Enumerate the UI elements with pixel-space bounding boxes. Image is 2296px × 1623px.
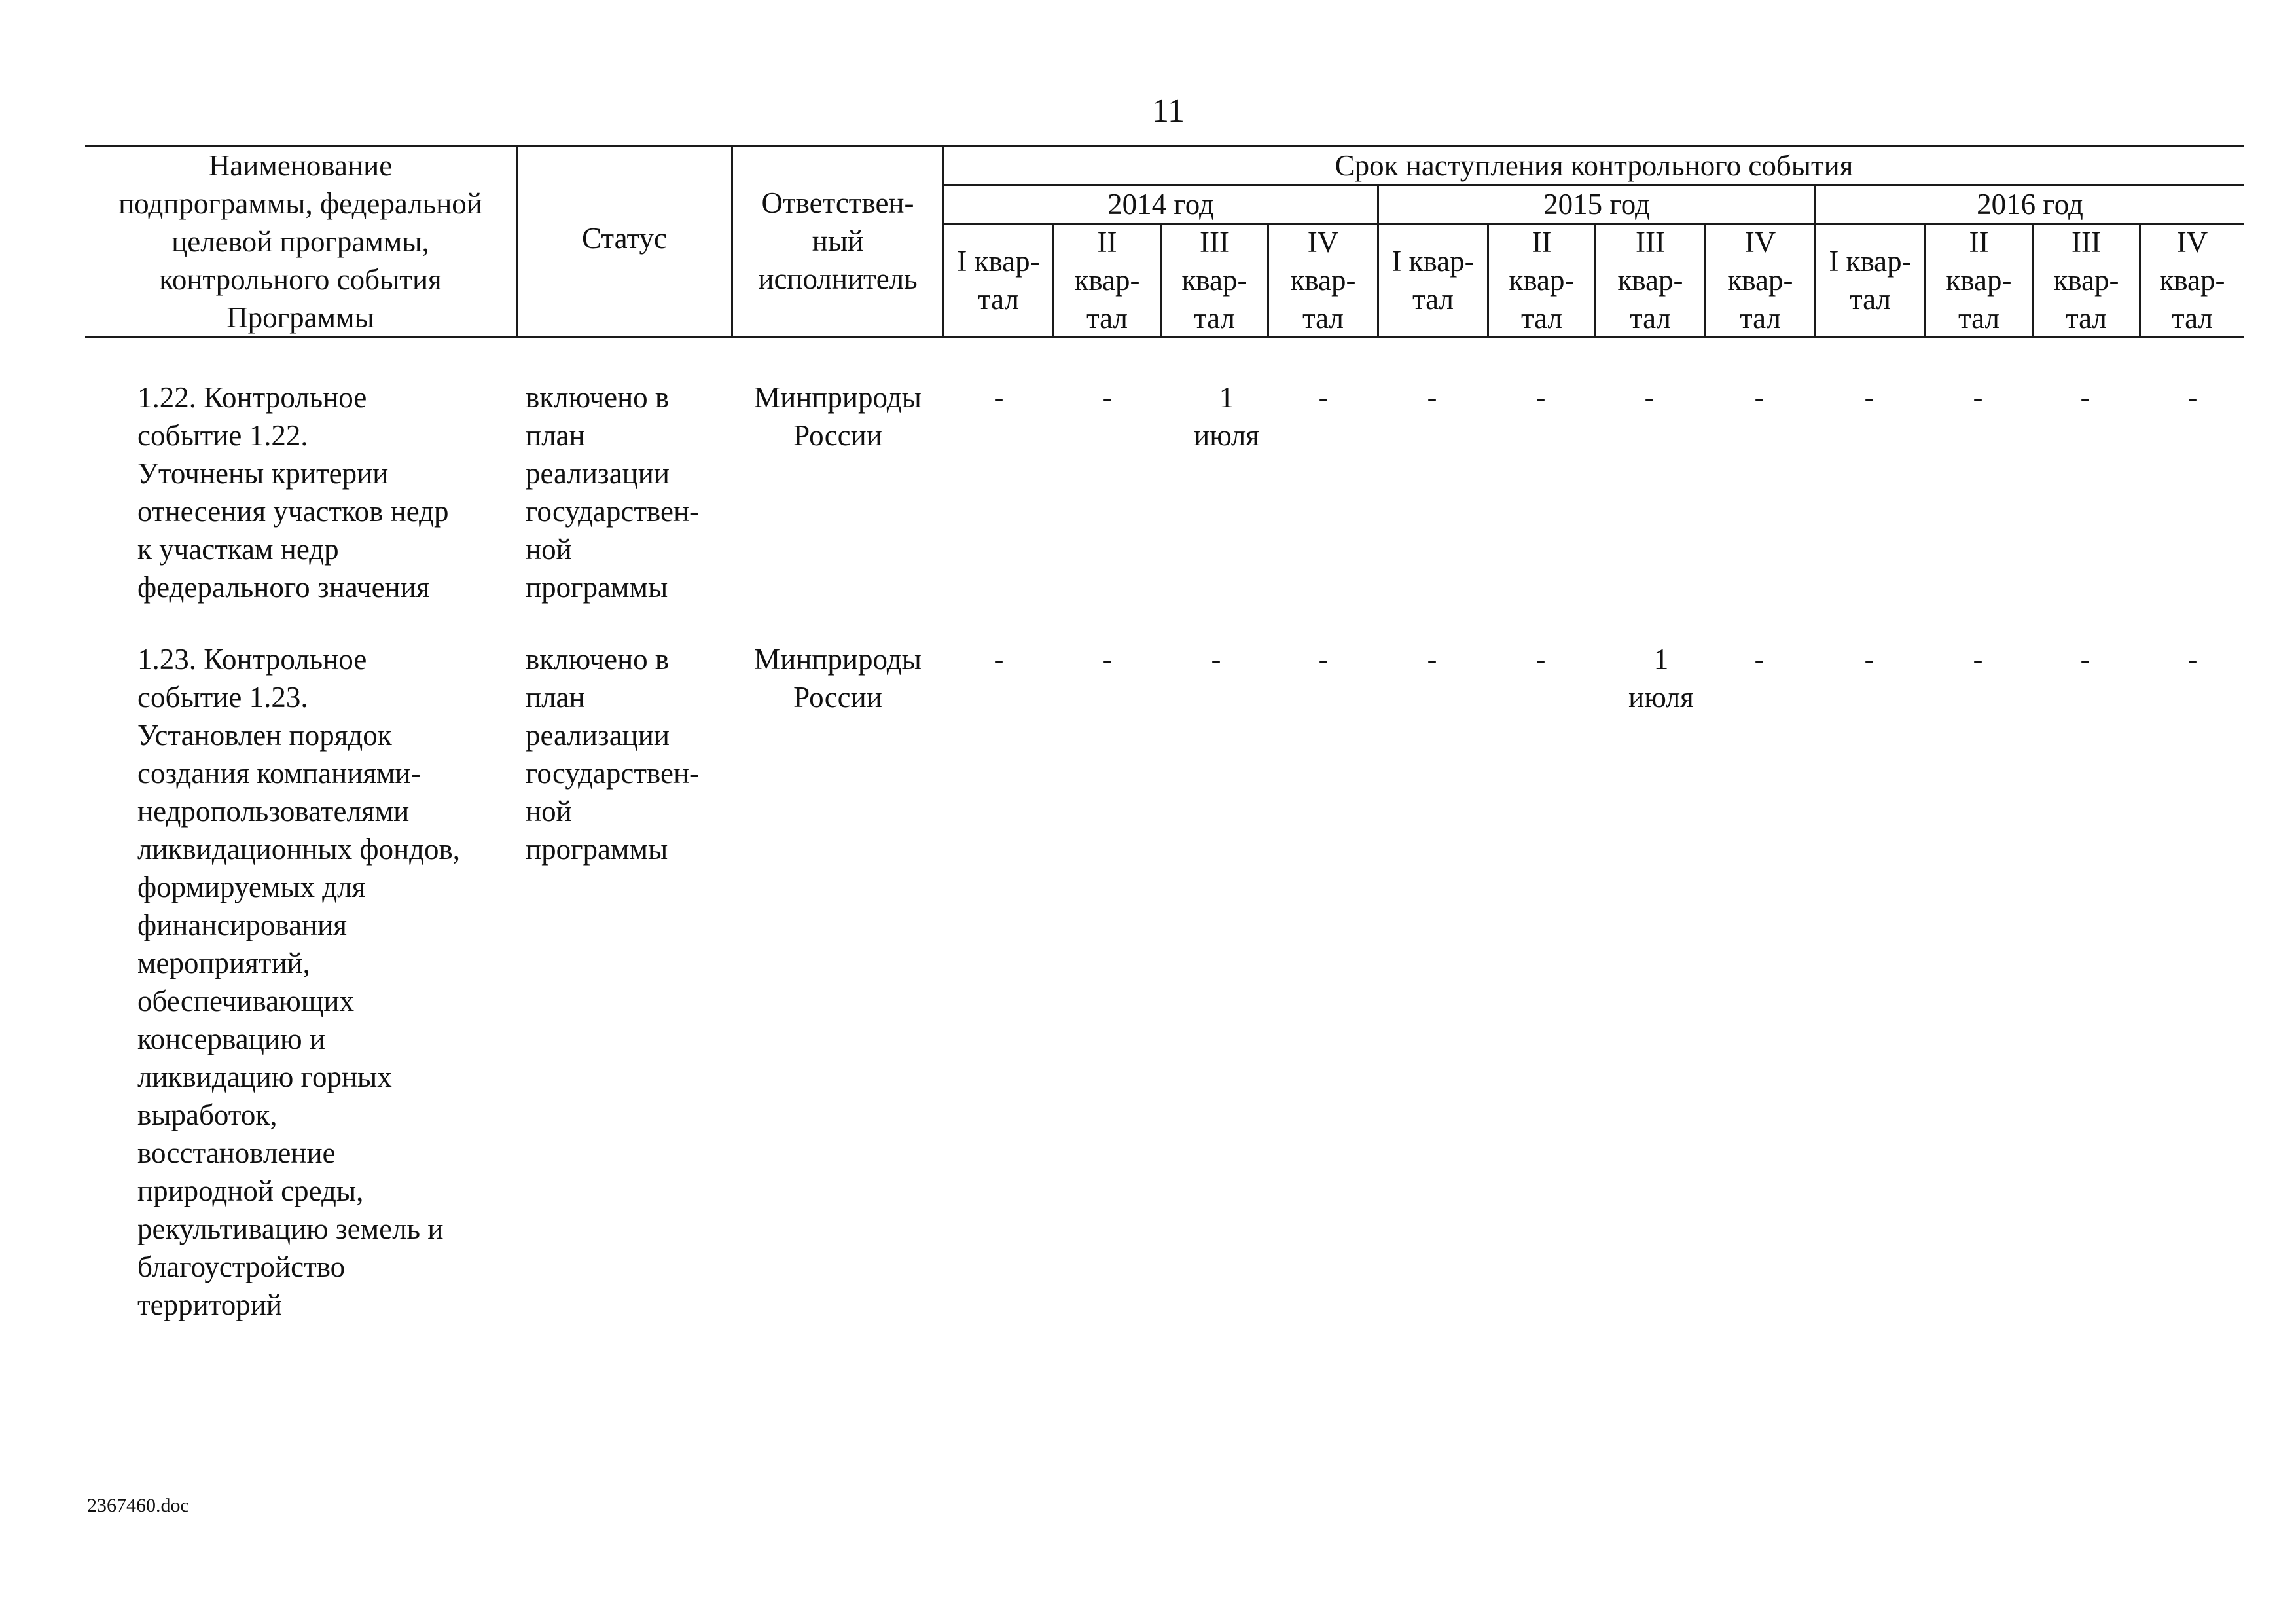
- quarter-value: -: [2080, 381, 2090, 414]
- header-quarter: IV квар- тал: [1290, 226, 1356, 335]
- quarter-value: -: [1973, 381, 1983, 414]
- header-year-2016: 2016 год: [1977, 188, 2083, 221]
- quarter-value: 1 июля: [1194, 381, 1259, 452]
- quarter-value: 1 июля: [1628, 643, 1694, 714]
- quarter-value: -: [1102, 643, 1113, 676]
- quarter-value: -: [1211, 643, 1221, 676]
- quarter-value: -: [2080, 643, 2090, 676]
- quarter-value: -: [994, 381, 1004, 414]
- header-quarter: II квар- тал: [1946, 226, 2012, 335]
- row-status: включено в план реализации государствен- ной программы: [526, 381, 700, 604]
- row-name: 1.23. Контрольное событие 1.23. Установлен порядок создания компаниями- недропользователями ликвидационных фондов, формируемых для финансирования мероприятий, обеспечивающих консервацию и ликвидацию горных выработок, восстановление природной среды, рекультивацию земель и благоустройство территорий: [137, 643, 461, 1321]
- header-status: Статус: [582, 222, 667, 255]
- row-status: включено в план реализации государствен- ной программы: [526, 643, 700, 866]
- quarter-value: -: [1864, 381, 1874, 414]
- header-quarter: IV квар- тал: [2159, 226, 2225, 335]
- header-year-2015: 2015 год: [1543, 188, 1650, 221]
- quarter-value: -: [1427, 643, 1437, 676]
- quarter-value: -: [1864, 643, 1874, 676]
- quarter-value: -: [1644, 381, 1655, 414]
- header-quarter: I квар- тал: [1391, 245, 1475, 316]
- quarter-value: -: [1318, 381, 1329, 414]
- header-name: Наименование подпрограммы, федеральной целевой программы, контрольного события Программы: [118, 149, 482, 334]
- header-deadline-group: Срок наступления контрольного события: [1335, 149, 1854, 182]
- header-quarter: I квар- тал: [1829, 245, 1912, 316]
- quarter-value: -: [1318, 643, 1329, 676]
- header-quarter: IV квар- тал: [1727, 226, 1793, 335]
- quarter-value: -: [1427, 381, 1437, 414]
- quarter-value: -: [994, 643, 1004, 676]
- quarter-value: -: [2187, 381, 2198, 414]
- page-number: 11: [1151, 92, 1185, 130]
- header-quarter: I квар- тал: [957, 245, 1040, 316]
- header-quarter: III квар- тал: [1181, 226, 1247, 335]
- quarter-value: -: [1973, 643, 1983, 676]
- quarter-value: -: [1535, 381, 1546, 414]
- header-quarter: III квар- тал: [1617, 226, 1683, 335]
- row-executor: Минприроды России: [754, 643, 922, 714]
- quarter-value: -: [1102, 381, 1113, 414]
- header-quarter: II квар- тал: [1074, 226, 1140, 335]
- document-filename: 2367460.doc: [87, 1495, 189, 1516]
- row-name: 1.22. Контрольное событие 1.22. Уточнены критерии отнесения участков недр к участкам недр федерального значения: [137, 381, 449, 604]
- row-executor: Минприроды России: [754, 381, 922, 452]
- quarter-value: -: [1754, 643, 1765, 676]
- header-year-2014: 2014 год: [1107, 188, 1214, 221]
- header-executor: Ответствен- ный исполнитель: [758, 187, 918, 295]
- quarter-value: -: [2187, 643, 2198, 676]
- quarter-value: -: [1754, 381, 1765, 414]
- quarter-value: -: [1535, 643, 1546, 676]
- header-quarter: III квар- тал: [2053, 226, 2119, 335]
- header-quarter: II квар- тал: [1509, 226, 1575, 335]
